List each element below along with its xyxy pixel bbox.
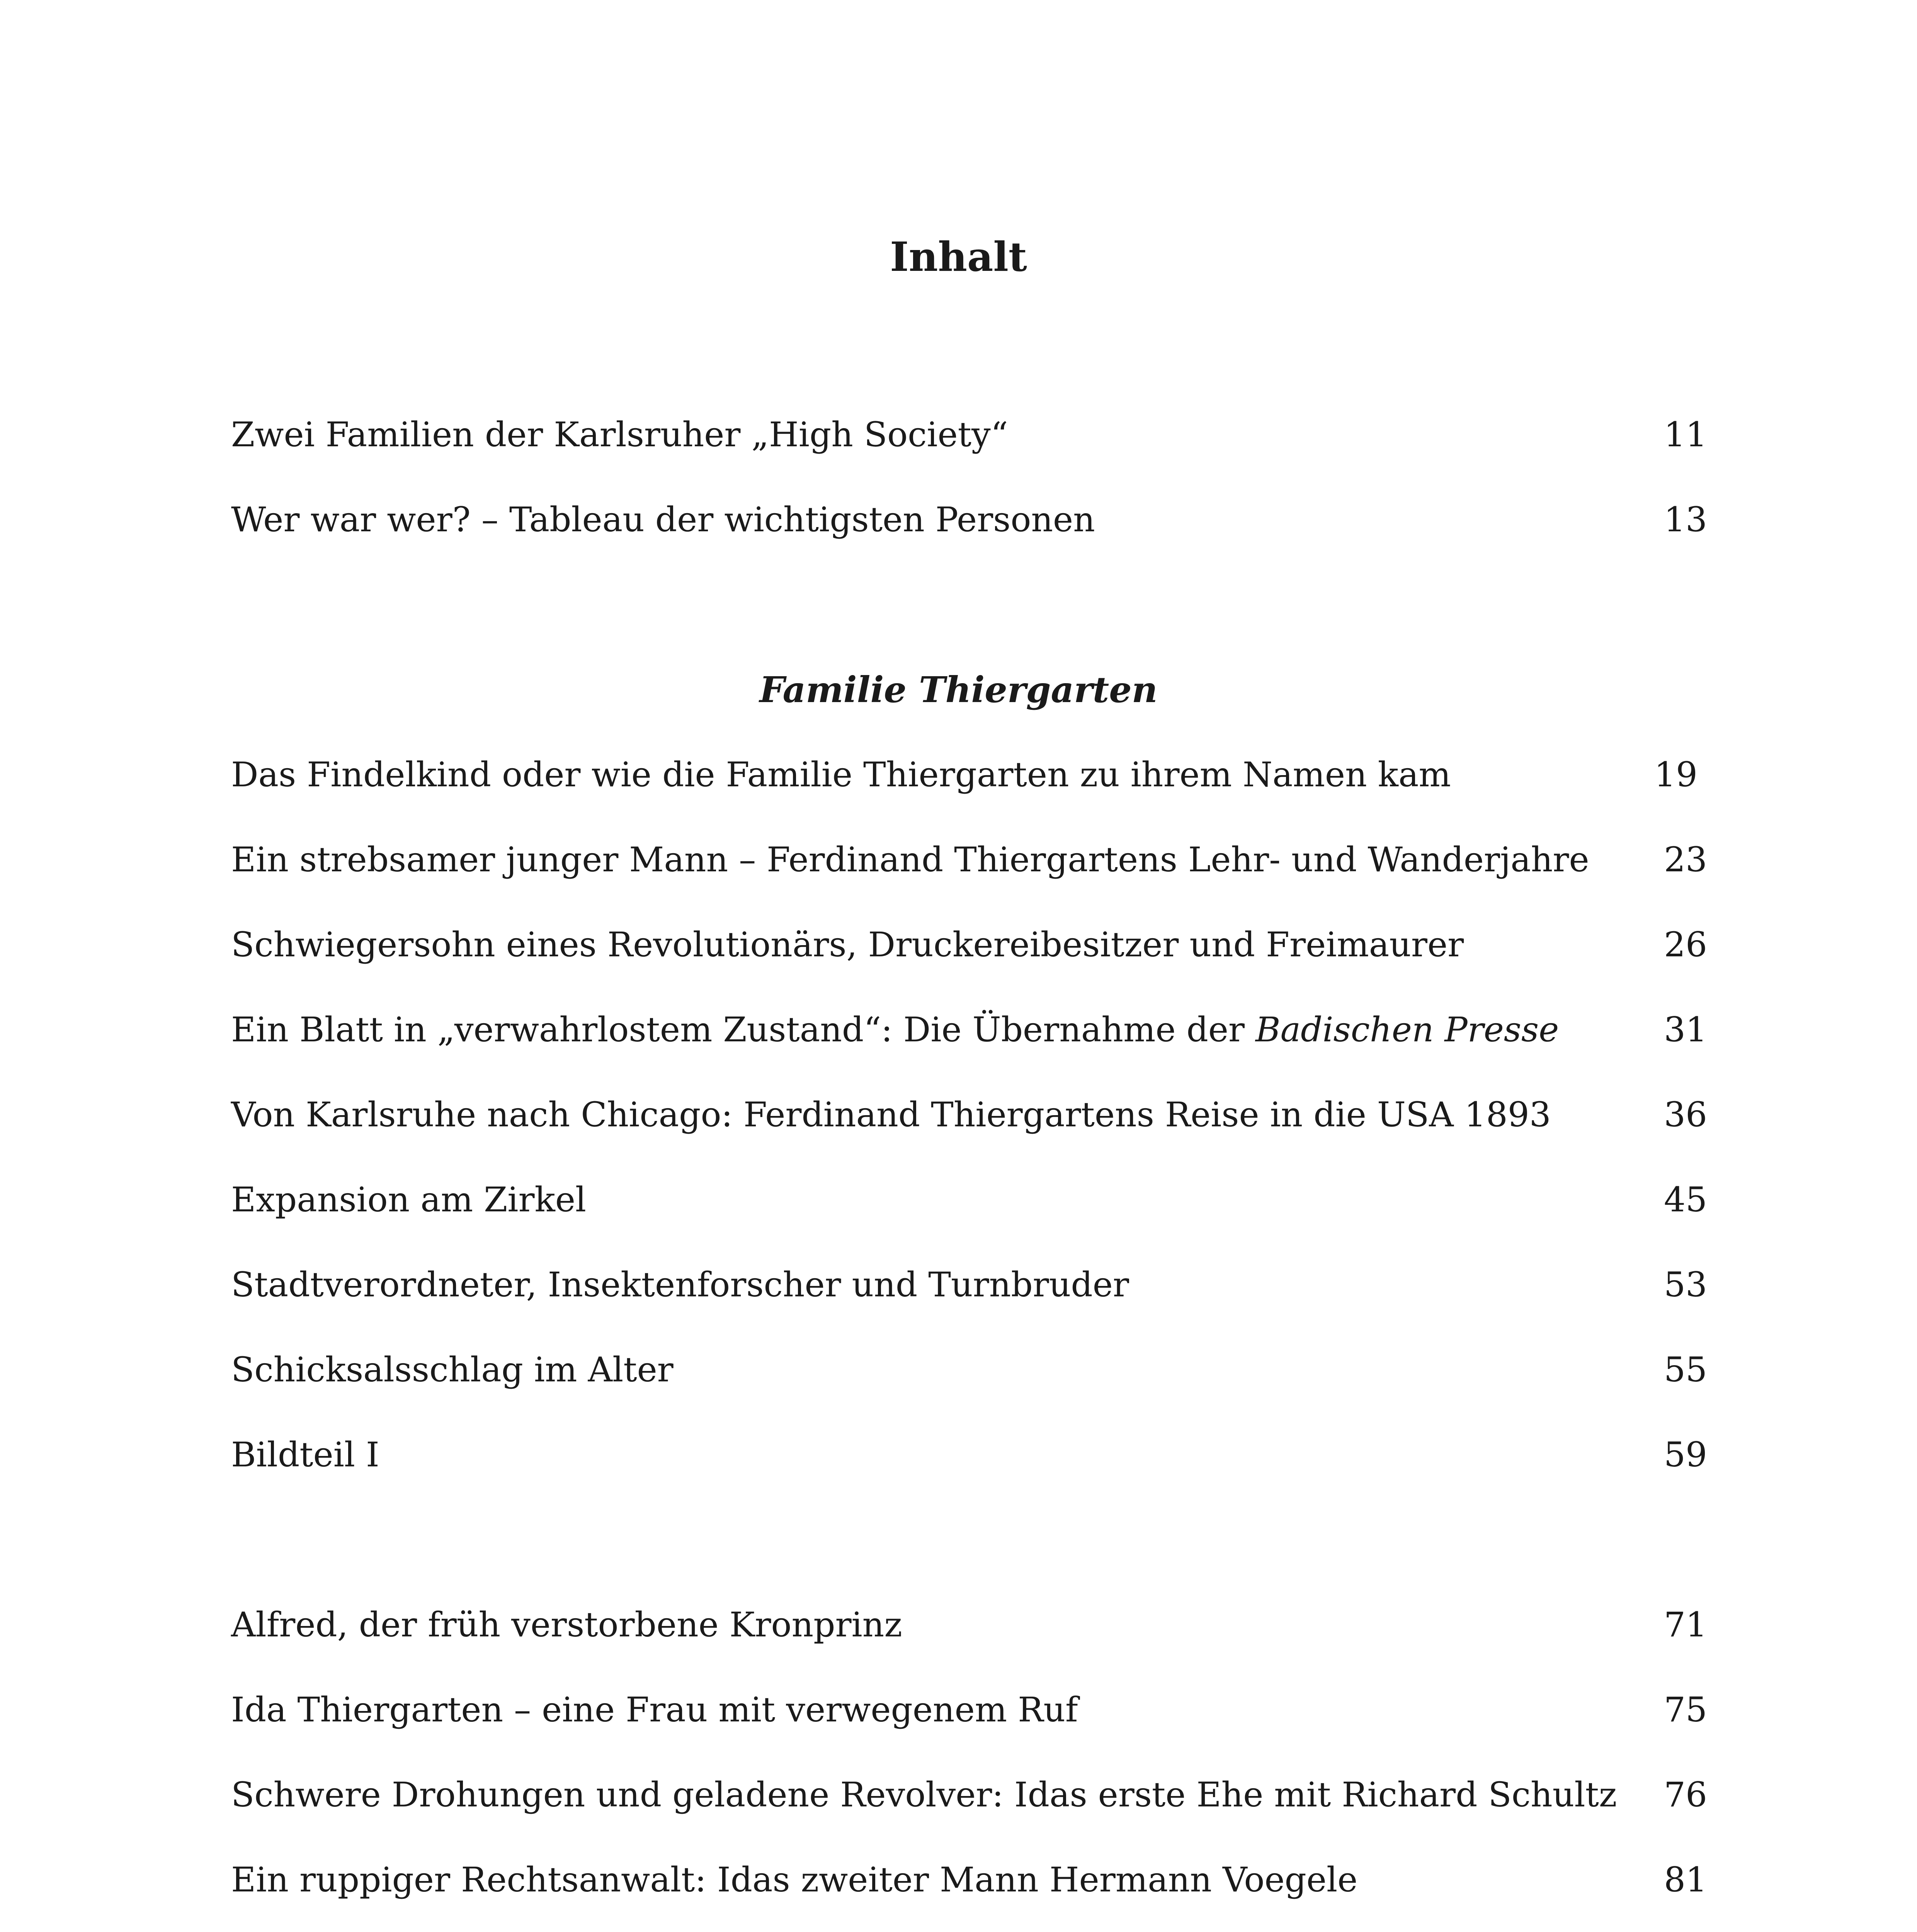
toc-entry-label: Das Findelkind oder wie die Familie Thiergarten zu ihrem Namen kam — [231, 755, 1451, 794]
toc-entry-page: 45 — [1664, 1180, 1707, 1219]
toc-entry-page: 26 — [1664, 925, 1707, 964]
toc-entry-label: Zwei Familien der Karlsruher „High Society“ — [231, 415, 1008, 454]
toc-entry-label: Wer war wer? – Tableau der wichtigsten Personen — [231, 500, 1095, 539]
toc-entry-page: 59 — [1664, 1435, 1707, 1475]
toc-entry-label: Expansion am Zirkel — [231, 1180, 587, 1219]
toc-entry — [231, 746, 1707, 804]
toc-entry-page: 55 — [1664, 1350, 1707, 1389]
toc-entry — [231, 1256, 1707, 1314]
toc-entry-label: Schicksalsschlag im Alter — [231, 1350, 674, 1389]
toc-entry — [231, 491, 1707, 549]
toc-entry-label — [231, 1001, 1559, 1059]
toc-entry-label: Stadtverordneter, Insektenforscher und Turnbruder — [231, 1265, 1129, 1304]
toc-entry — [231, 1086, 1707, 1144]
toc-entry-label: Ein strebsamer junger Mann – Ferdinand Thiergartens Lehr- und Wanderjahre — [231, 840, 1589, 879]
toc-entry-label: Ida Thiergarten – eine Frau mit verwegenem Ruf — [231, 1690, 1078, 1730]
toc-entry-label: Schwere Drohungen und geladene Revolver: Idas erste Ehe mit Richard Schultz — [231, 1775, 1617, 1815]
toc-entry-label: Schwiegersohn eines Revolutionärs, Druckereibesitzer und Freimaurer — [231, 925, 1464, 964]
toc-entry-label: Alfred, der früh verstorbene Kronprinz — [231, 1605, 902, 1645]
toc-entry-page: 11 — [1664, 415, 1707, 454]
toc-entry — [231, 1766, 1707, 1824]
toc-entry-page: 13 — [1664, 500, 1707, 539]
toc-entry — [231, 1596, 1707, 1654]
toc-entry — [231, 831, 1707, 889]
page-title: Inhalt — [890, 233, 1027, 281]
toc-entry-page: 71 — [1664, 1605, 1707, 1645]
toc-entry-page: 31 — [1664, 1010, 1707, 1049]
toc-entry-label: Von Karlsruhe nach Chicago: Ferdinand Thiergartens Reise in die USA 1893 — [231, 1095, 1551, 1134]
toc-entry — [231, 1681, 1707, 1739]
toc-entry-page: 53 — [1664, 1265, 1707, 1304]
toc-entry-label-text: Ein Blatt in „verwahrlostem Zustand“: Die Übernahme der — [231, 1010, 1255, 1049]
toc-entry-label: Ein ruppiger Rechtsanwalt: Idas zweiter Mann Hermann Voegele — [231, 1860, 1358, 1900]
toc-entry-page: 19 — [1654, 755, 1698, 794]
toc-entry-label-italic: Badischen Presse — [1255, 1010, 1559, 1049]
toc-entry-page: 81 — [1664, 1860, 1707, 1900]
toc-entry-page: 75 — [1664, 1690, 1707, 1730]
toc-entry — [231, 1426, 1707, 1484]
toc-entry-page: 76 — [1664, 1775, 1707, 1815]
toc-entry-page: 23 — [1664, 840, 1707, 879]
toc-entry-label: Bildteil I — [231, 1435, 379, 1475]
toc-entry — [231, 406, 1707, 464]
toc-entry — [231, 1001, 1707, 1059]
toc-entry — [231, 1341, 1707, 1399]
section-heading: Familie Thiergarten — [759, 669, 1158, 711]
toc-entry — [231, 916, 1707, 974]
toc-entry-page: 36 — [1664, 1095, 1707, 1134]
toc-entry — [231, 1171, 1707, 1229]
toc-entry — [231, 1851, 1707, 1909]
